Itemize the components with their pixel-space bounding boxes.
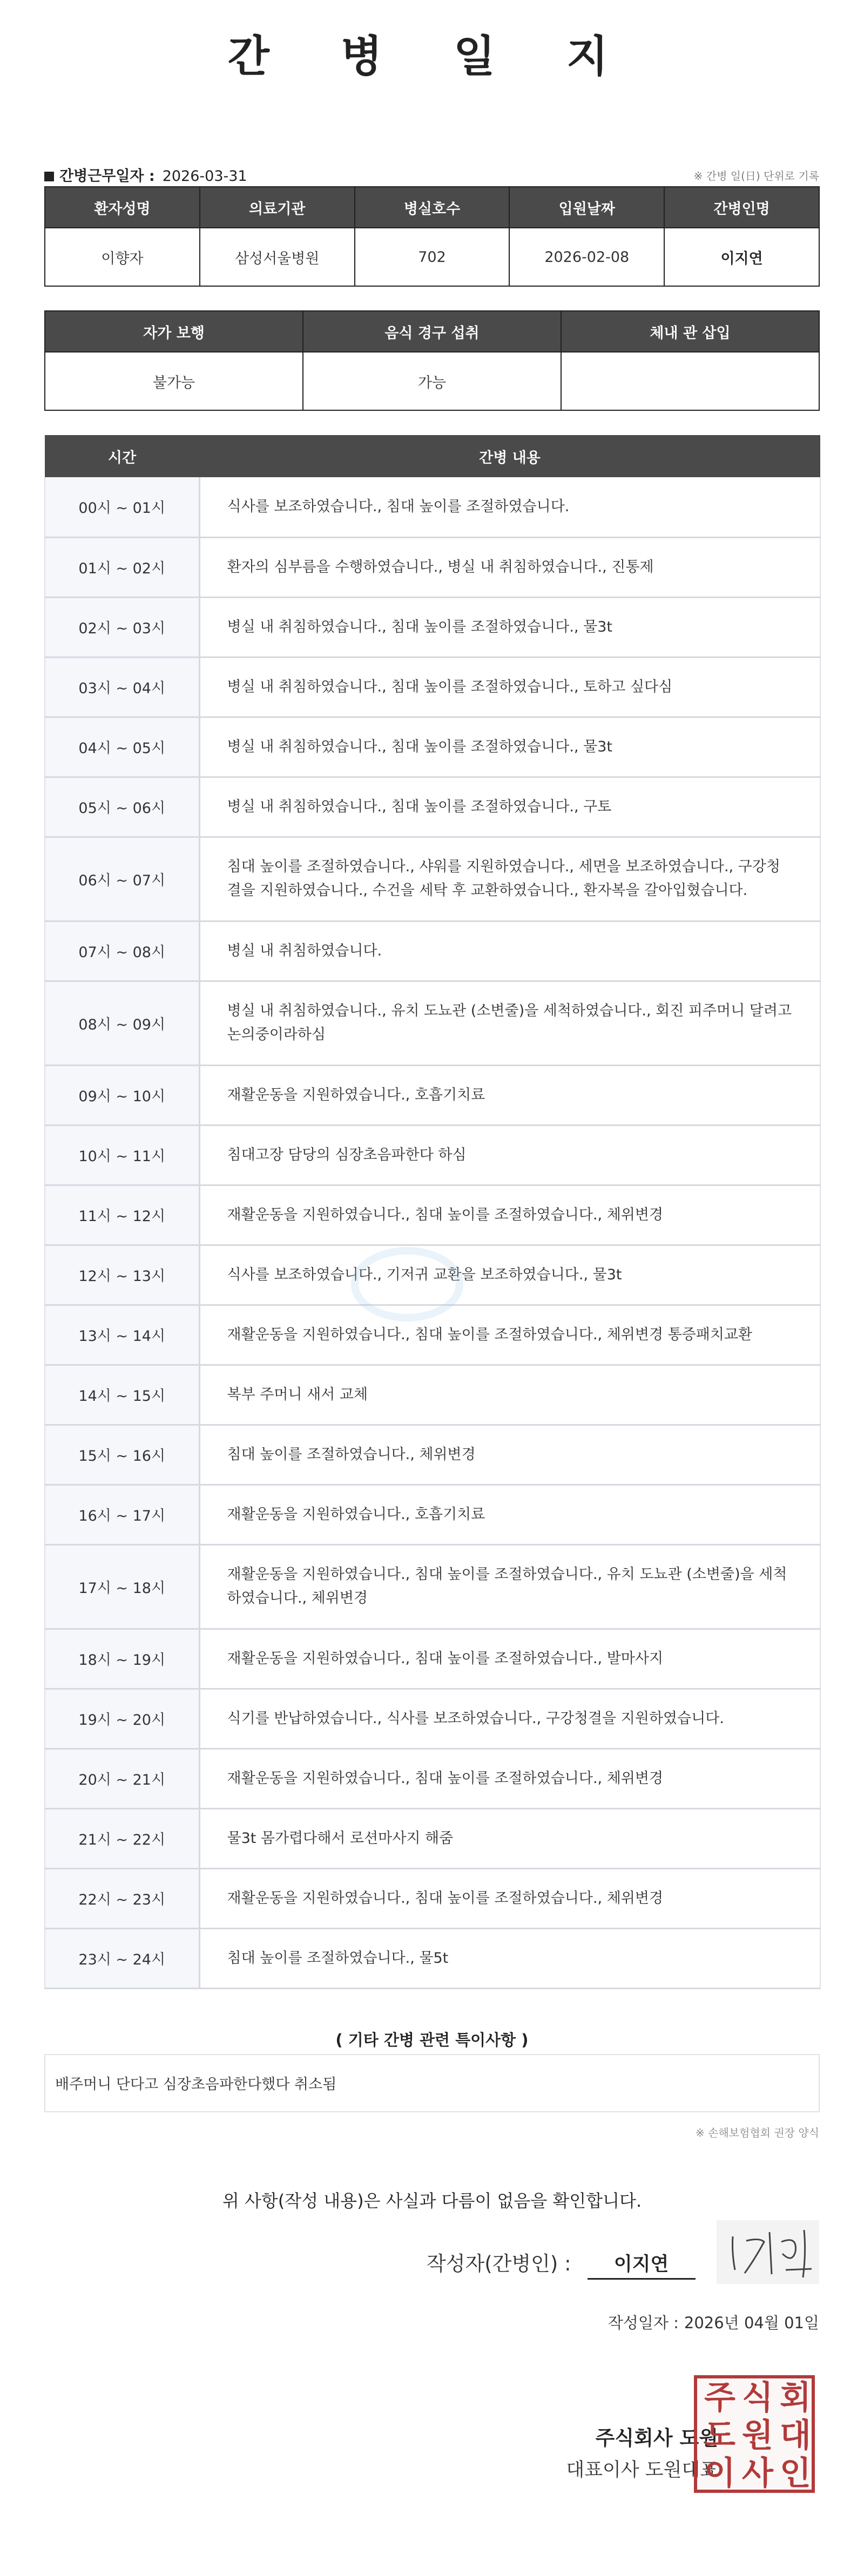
time-cell: 20시 ~ 21시	[45, 1748, 199, 1808]
header-patient-name: 환자성명	[45, 187, 200, 228]
form-note: ※ 손해보험협회 권장 양식	[695, 2126, 819, 2139]
hospital: 삼성서울병원	[200, 228, 355, 286]
written-date	[608, 2311, 819, 2333]
writer-line	[427, 2247, 696, 2280]
writer-label: 작성자(간병인) :	[427, 2252, 571, 2275]
content-cell: 병실 내 취침하였습니다., 침대 높이를 조절하였습니다., 물3t	[199, 597, 820, 657]
time-cell: 16시 ~ 17시	[45, 1484, 199, 1544]
square-bullet-icon	[44, 172, 54, 181]
time-cell: 12시 ~ 13시	[45, 1245, 199, 1305]
content-cell: 물3t 몸가렵다해서 로션마사지 해줌	[199, 1808, 820, 1868]
header-walking: 자가 보행	[45, 311, 303, 352]
table-row	[45, 777, 820, 837]
table-row	[45, 657, 820, 717]
table-row	[45, 1245, 820, 1305]
content-cell: 재활운동을 지원하였습니다., 침대 높이를 조절하였습니다., 체위변경	[199, 1868, 820, 1928]
content-cell: 재활운동을 지원하였습니다., 침대 높이를 조절하였습니다., 체위변경	[199, 1185, 820, 1245]
misc-title: ( 기타 간병 관련 특이사항 )	[335, 2031, 529, 2049]
time-cell: 05시 ~ 06시	[45, 777, 199, 837]
time-cell: 08시 ~ 09시	[45, 981, 199, 1065]
seal-char: 회	[780, 2379, 811, 2417]
patient-info-table	[44, 186, 820, 287]
table-row	[45, 1629, 820, 1689]
company-name: 주식회사 도원	[595, 2426, 718, 2450]
table-row	[45, 1868, 820, 1928]
header-tube: 체내 관 삽입	[561, 311, 819, 352]
seal-char: 사	[742, 2455, 773, 2492]
patient-state-table	[44, 310, 820, 411]
header-hospital: 의료기관	[200, 187, 355, 228]
table-row	[45, 1125, 820, 1185]
seal-char: 인	[780, 2455, 811, 2492]
table-row	[45, 1748, 820, 1808]
time-cell: 07시 ~ 08시	[45, 921, 199, 981]
admission-date: 2026-02-08	[509, 228, 664, 286]
work-date-value: 2026-03-31	[162, 168, 247, 185]
table-row	[45, 1689, 820, 1748]
content-cell: 식사를 보조하였습니다., 기저귀 교환을 보조하였습니다., 물3t	[199, 1245, 820, 1305]
seal-char: 원	[742, 2417, 773, 2455]
time-cell: 23시 ~ 24시	[45, 1928, 199, 1988]
time-cell: 14시 ~ 15시	[45, 1365, 199, 1425]
content-cell: 병실 내 취침하였습니다., 유치 도뇨관 (소변줄)을 세척하였습니다., 회진 피주머니 달려고 논의중이라하심	[199, 981, 820, 1065]
company-seal	[694, 2375, 815, 2493]
content-cell: 재활운동을 지원하였습니다., 침대 높이를 조절하였습니다., 발마사지	[199, 1629, 820, 1689]
signature-image	[717, 2220, 819, 2284]
written-date-label: 작성일자 :	[608, 2314, 679, 2332]
page-title: 간 병 일 지	[227, 31, 637, 82]
header-content: 간병 내용	[199, 435, 820, 477]
time-cell: 19시 ~ 20시	[45, 1689, 199, 1748]
table-row	[45, 1305, 820, 1365]
content-cell: 재활운동을 지원하였습니다., 호흡기치료	[199, 1484, 820, 1544]
walking-value: 불가능	[45, 352, 303, 410]
handwritten-signature	[717, 2220, 819, 2284]
seal-char: 이	[704, 2455, 735, 2492]
table-row	[45, 1065, 820, 1125]
content-cell: 환자의 심부름을 수행하였습니다., 병실 내 취침하였습니다., 진통제	[199, 537, 820, 597]
content-cell: 재활운동을 지원하였습니다., 침대 높이를 조절하였습니다., 체위변경 통증패치교환	[199, 1305, 820, 1365]
table-row	[45, 1928, 820, 1988]
confirmation-statement: 위 사항(작성 내용)은 사실과 다름이 없음을 확인합니다.	[222, 2191, 642, 2211]
time-cell: 15시 ~ 16시	[45, 1425, 199, 1484]
header-oral-intake: 음식 경구 섭취	[303, 311, 561, 352]
unit-note: ※ 간병 일(日) 단위로 기록	[693, 170, 819, 182]
table-row	[45, 837, 820, 921]
time-cell: 11시 ~ 12시	[45, 1185, 199, 1245]
time-cell: 02시 ~ 03시	[45, 597, 199, 657]
caregiver-name: 이지연	[664, 228, 819, 286]
time-cell: 17시 ~ 18시	[45, 1544, 199, 1629]
time-cell: 22시 ~ 23시	[45, 1868, 199, 1928]
content-cell: 병실 내 취침하였습니다., 침대 높이를 조절하였습니다., 토하고 싶다심	[199, 657, 820, 717]
table-row	[45, 477, 820, 537]
seal-char: 대	[780, 2417, 811, 2455]
content-cell: 병실 내 취침하였습니다., 침대 높이를 조절하였습니다., 물3t	[199, 717, 820, 777]
table-row	[45, 981, 820, 1065]
table-row	[45, 1808, 820, 1868]
seal-char: 주	[704, 2379, 735, 2417]
time-cell: 06시 ~ 07시	[45, 837, 199, 921]
time-cell: 04시 ~ 05시	[45, 717, 199, 777]
care-log-body	[45, 477, 820, 1988]
content-cell: 재활운동을 지원하였습니다., 침대 높이를 조절하였습니다., 체위변경	[199, 1748, 820, 1808]
content-cell: 재활운동을 지원하였습니다., 침대 높이를 조절하였습니다., 유치 도뇨관 (소변줄)을 세척하였습니다., 체위변경	[199, 1544, 820, 1629]
table-row	[45, 717, 820, 777]
table-row	[45, 1185, 820, 1245]
time-cell: 03시 ~ 04시	[45, 657, 199, 717]
time-cell: 13시 ~ 14시	[45, 1305, 199, 1365]
content-cell: 침대 높이를 조절하였습니다., 물5t	[199, 1928, 820, 1988]
content-cell: 복부 주머니 새서 교체	[199, 1365, 820, 1425]
misc-notes-box	[44, 2054, 820, 2112]
content-cell: 병실 내 취침하였습니다., 침대 높이를 조절하였습니다., 구토	[199, 777, 820, 837]
time-cell: 18시 ~ 19시	[45, 1629, 199, 1689]
care-log-table	[44, 435, 821, 1989]
header-time: 시간	[45, 435, 199, 477]
time-cell: 10시 ~ 11시	[45, 1125, 199, 1185]
misc-notes-text: 배주머니 단다고 심장초음파한다했다 취소됨	[55, 2076, 337, 2093]
patient-name: 이향자	[45, 228, 200, 286]
content-cell: 침대 높이를 조절하였습니다., 체위변경	[199, 1425, 820, 1484]
table-row	[45, 597, 820, 657]
header-admission-date: 입원날짜	[509, 187, 664, 228]
oral-intake-value: 가능	[303, 352, 561, 410]
room-number: 702	[355, 228, 510, 286]
content-cell: 식기를 반납하였습니다., 식사를 보조하였습니다., 구강청결을 지원하였습니다.	[199, 1689, 820, 1748]
work-date-label: 간병근무일자 :	[59, 168, 155, 185]
writer-name: 이지연	[588, 2251, 696, 2280]
time-cell: 09시 ~ 10시	[45, 1065, 199, 1125]
seal-char: 도	[704, 2417, 735, 2455]
time-cell: 21시 ~ 22시	[45, 1808, 199, 1868]
table-row	[45, 1544, 820, 1629]
table-row	[45, 1425, 820, 1484]
content-cell: 침대고장 담당의 심장초음파한다 하심	[199, 1125, 820, 1185]
time-cell: 01시 ~ 02시	[45, 537, 199, 597]
table-row	[45, 1484, 820, 1544]
table-row	[45, 921, 820, 981]
content-cell: 침대 높이를 조절하였습니다., 샤워를 지원하였습니다., 세면을 보조하였습니다., 구강청결을 지원하였습니다., 수건을 세탁 후 교환하였습니다., 환자복을 갈아입혔습니다.	[199, 837, 820, 921]
seal-char: 식	[742, 2379, 773, 2417]
table-row	[45, 1365, 820, 1425]
written-date-value: 2026년 04월 01일	[684, 2314, 819, 2332]
content-cell: 식사를 보조하였습니다., 침대 높이를 조절하였습니다.	[199, 477, 820, 537]
ceo-name: 대표이사 도원대표	[566, 2459, 718, 2481]
content-cell: 재활운동을 지원하였습니다., 호흡기치료	[199, 1065, 820, 1125]
table-row	[45, 537, 820, 597]
time-cell: 00시 ~ 01시	[45, 477, 199, 537]
header-room: 병실호수	[355, 187, 510, 228]
header-caregiver: 간병인명	[664, 187, 819, 228]
tube-value	[561, 352, 819, 410]
content-cell: 병실 내 취침하였습니다.	[199, 921, 820, 981]
work-date	[44, 164, 247, 185]
